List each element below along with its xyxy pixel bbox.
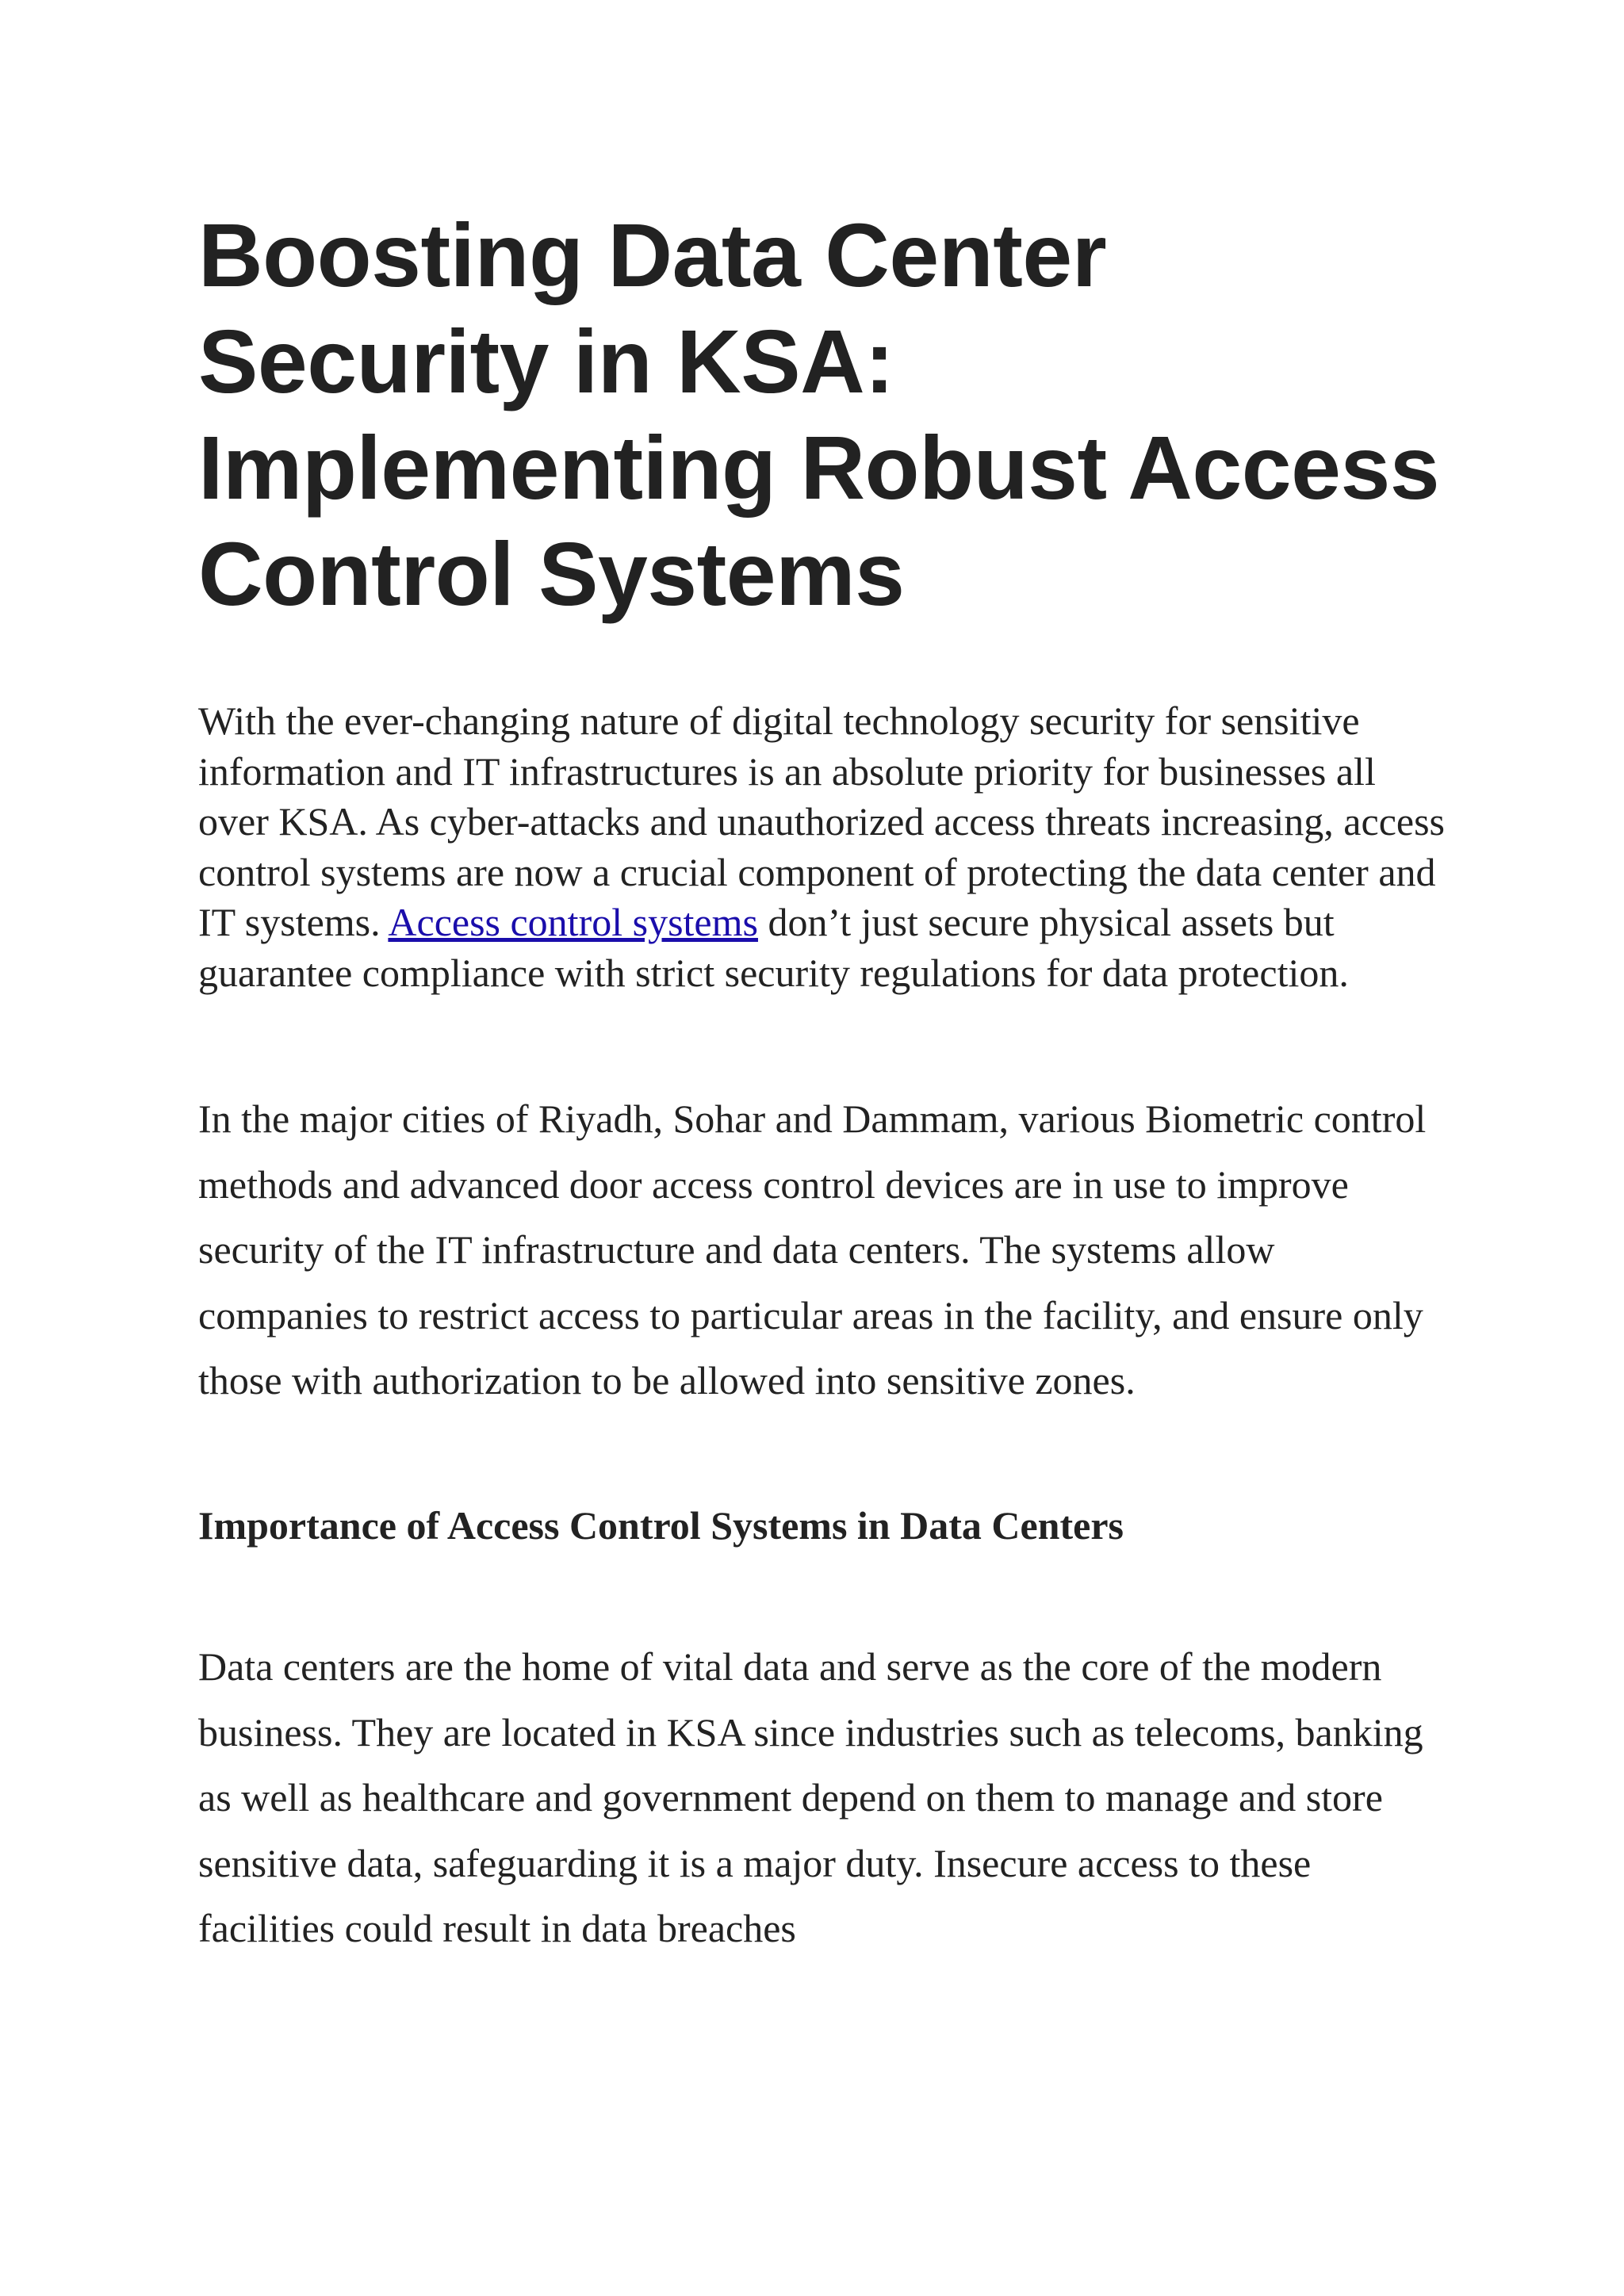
- cities-paragraph: In the major cities of Riyadh, Sohar and Dammam, various Biometric control methods and advanced door access control devices are in use to improve security of the IT infrastructure and data centers. The systems allow companies to restrict access to particular areas in the facility, and ensure only those with authorization to be allowed into sensitive zones.: [198, 1096, 1427, 1403]
- article-title: Boosting Data Center Security in KSA: Implementing Robust Access Control Systems: [198, 205, 1440, 624]
- intro-paragraph: [198, 696, 1451, 998]
- section-heading: Importance of Access Control Systems in Data Centers: [198, 1502, 1124, 1548]
- intro-text-before-link: With the ever-changing nature of digital technology security for sensitive information and IT infrastructures is an absolute priority for businesses all over KSA. As cyber-attacks and unauthorized access threats increasing, access control systems are now a crucial component of protecting the data center and IT systems.: [198, 698, 1445, 944]
- article: [198, 202, 1451, 1961]
- data-centers-paragraph: Data centers are the home of vital data and serve as the core of the modern business. They are located in KSA since industries such as telecoms, banking as well as healthcare and government depend on them to manage and store sensitive data, safeguarding it is a major duty. Insecure access to these facilities could result in data breaches: [198, 1644, 1423, 1951]
- access-control-systems-link[interactable]: Access control systems: [388, 900, 758, 944]
- intro-text-after-link: don’t just secure physical assets but guarantee compliance with strict security regulations for data protection.: [198, 900, 1349, 995]
